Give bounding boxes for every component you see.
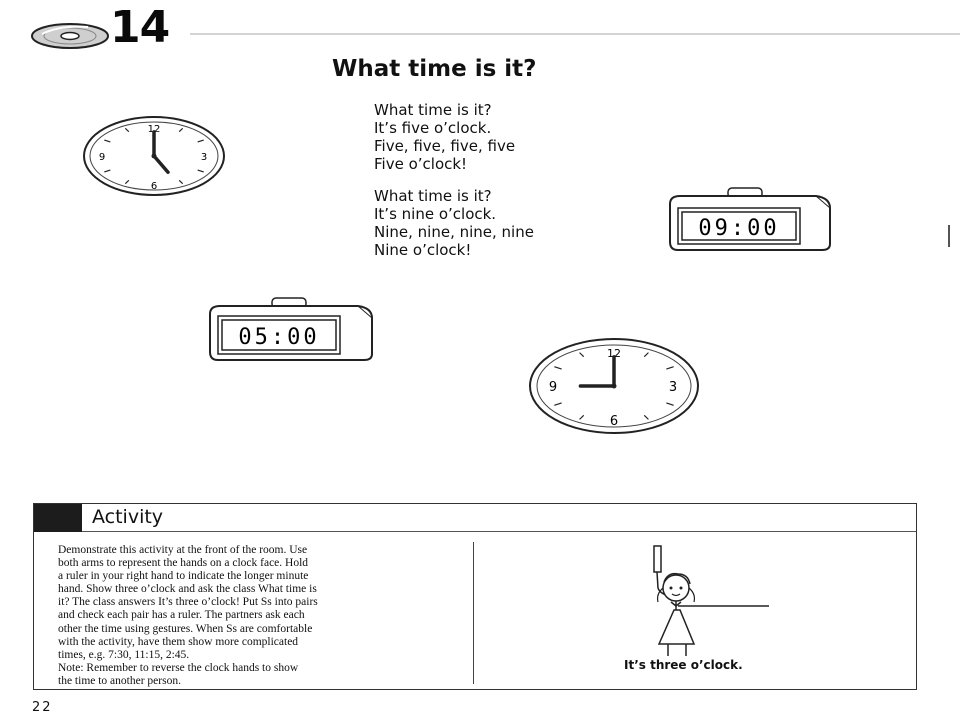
clock-center	[612, 384, 617, 389]
activity-line: the time to another person.	[58, 674, 181, 687]
activity-line: with the activity, have them show more complicated	[58, 635, 299, 648]
numeral-12: 12	[607, 347, 621, 360]
activity-line: Demonstrate this activity at the front of the room. Use	[58, 544, 308, 556]
digital-display: 09:00	[698, 216, 780, 241]
scan-edge-mark	[948, 225, 950, 247]
digital-display: 05:00	[238, 325, 320, 350]
verse-line: It’s five o’clock.	[374, 119, 492, 137]
activity-line: times, e.g. 7:30, 11:15, 2:45.	[58, 648, 190, 661]
girl-figure-icon	[644, 544, 774, 668]
activity-line: hand. Show three o’clock and ask the class What time is	[58, 583, 317, 596]
activity-line: it? The class answers It’s three o’clock! Put Ss into pairs	[58, 596, 318, 609]
activity-text	[58, 544, 462, 688]
verse-line: Nine o’clock!	[374, 241, 472, 259]
activity-line: Note: Remember to reverse the clock hands to show	[58, 661, 299, 674]
activity-line: both arms to represent the hands on a clock face. Hold	[58, 557, 309, 570]
numeral-3: 3	[668, 380, 678, 395]
verse-line: Nine, nine, nine, nine	[374, 223, 534, 241]
activity-divider	[473, 542, 474, 684]
activity-tab	[34, 504, 82, 532]
verse-line: What time is it?	[374, 187, 492, 205]
activity-line: a ruler in your right hand to indicate the longer minute	[58, 570, 309, 583]
activity-rule	[82, 531, 916, 532]
analog-clock-icon	[82, 115, 226, 197]
numeral-6: 6	[150, 181, 158, 192]
numeral-3: 3	[200, 152, 208, 163]
activity-heading: Activity	[92, 506, 164, 528]
activity-line: other the time using gestures. When Ss are comfortable	[58, 622, 313, 635]
verse-1	[374, 101, 515, 173]
numeral-12: 12	[147, 124, 161, 135]
verse-line: It’s nine o’clock.	[374, 205, 497, 223]
verse-line: Five, five, five, five	[374, 137, 516, 155]
verse-line: Five o’clock!	[374, 155, 468, 173]
verse-2	[374, 187, 534, 259]
activity-box	[33, 503, 917, 690]
figure-caption: It’s three o’clock.	[624, 658, 743, 672]
verse-line: What time is it?	[374, 101, 492, 119]
analog-clock-icon	[528, 337, 700, 435]
digital-clock-icon	[206, 296, 376, 364]
activity-line: and check each pair has a ruler. The partners ask each	[58, 609, 305, 622]
page-number: 22	[32, 700, 53, 715]
numeral-9: 9	[548, 380, 558, 395]
page-title: What time is it?	[332, 56, 537, 82]
digital-clock-icon	[666, 186, 834, 254]
clock-center	[152, 154, 157, 159]
header-rule	[190, 33, 960, 35]
numeral-9: 9	[98, 152, 106, 163]
track-number: 14	[110, 2, 170, 53]
cd-icon	[30, 20, 112, 50]
numeral-6: 6	[609, 414, 619, 429]
